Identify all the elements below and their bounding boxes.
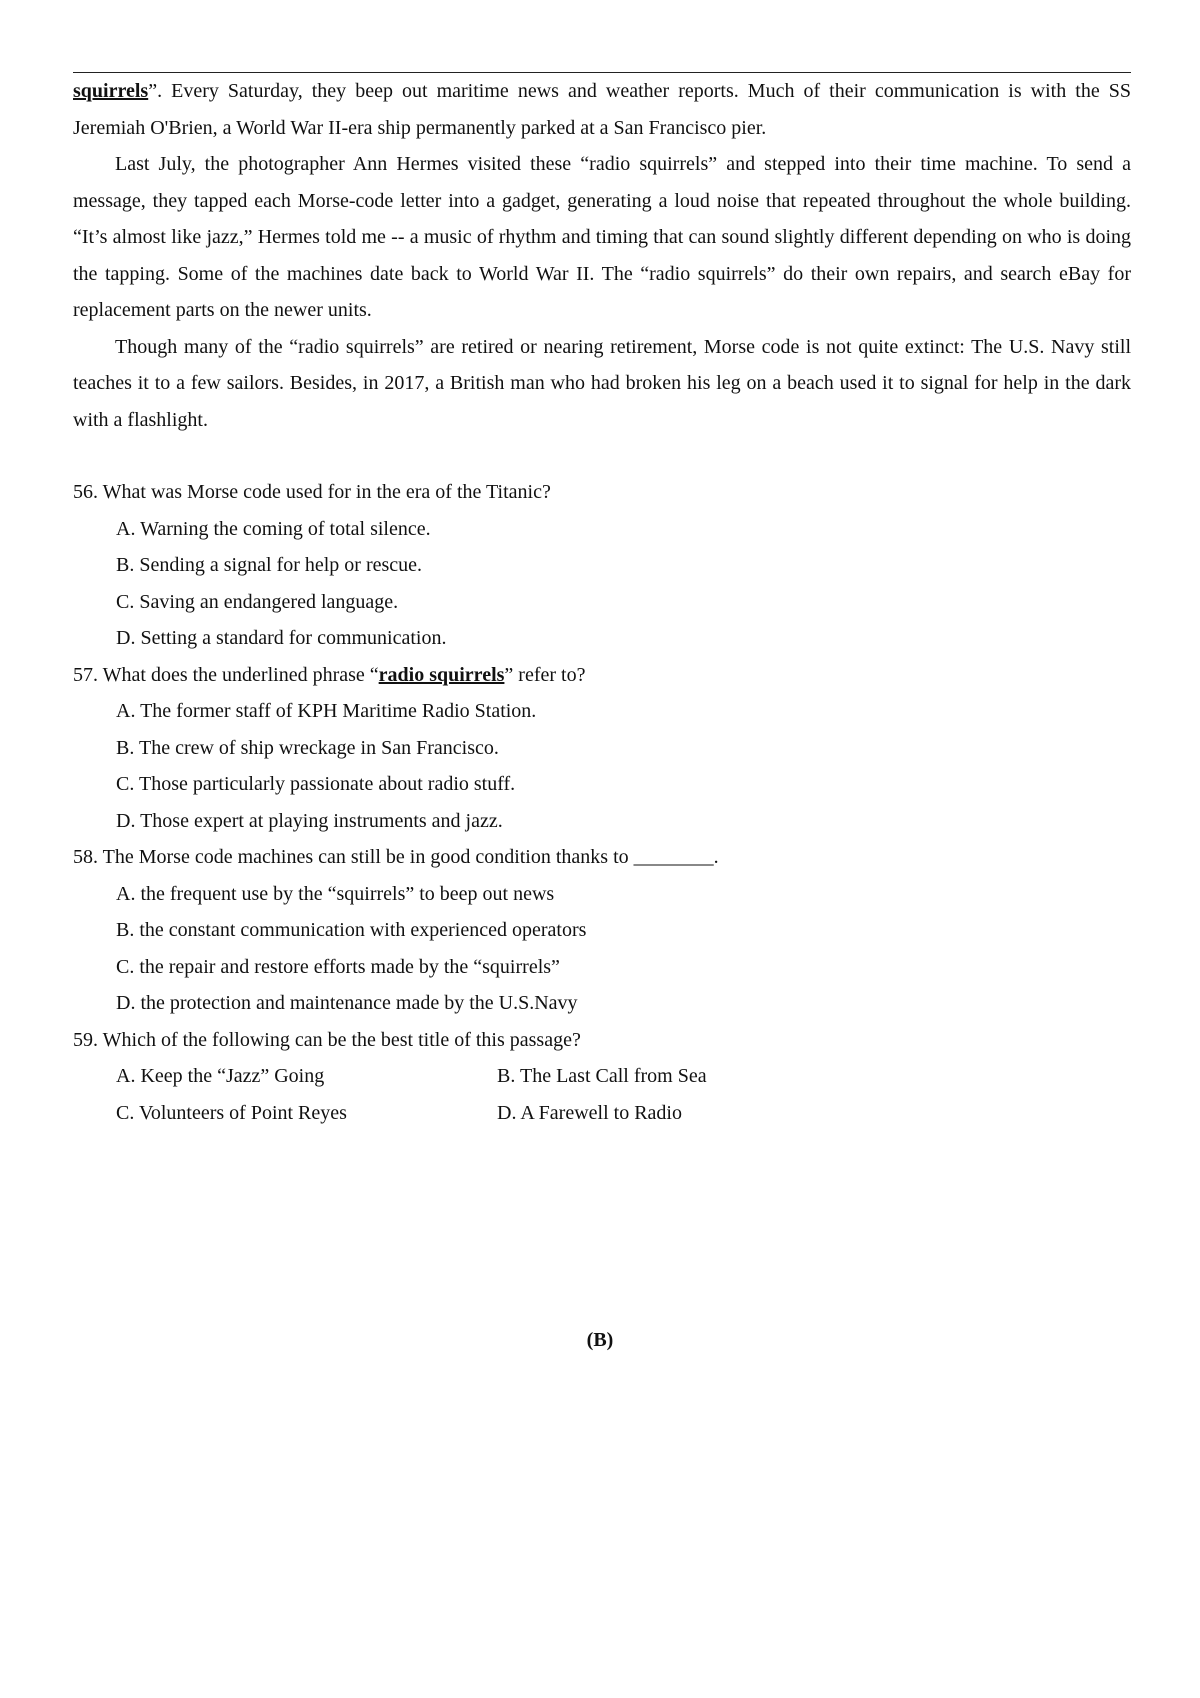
- question-59: [73, 1022, 1131, 1132]
- passage-paragraph-1: [73, 73, 1131, 146]
- question-list: [73, 474, 1131, 1131]
- option-d: D. Those expert at playing instruments and jazz.: [116, 809, 503, 832]
- option-c: C. Those particularly passionate about radio stuff.: [116, 773, 516, 795]
- underlined-phrase: radio squirrels: [378, 663, 505, 686]
- option-a: A. Warning the coming of total silence.: [116, 517, 431, 540]
- question-stem: 59. Which of the following can be the best title of this passage?: [73, 1028, 581, 1051]
- option-c: C. Saving an endangered language.: [116, 590, 399, 613]
- question-stem: 58. The Morse code machines can still be in good condition thanks to ________.: [73, 846, 719, 868]
- option-c: C. Volunteers of Point Reyes: [116, 1101, 347, 1124]
- option-d: D. A Farewell to Radio: [497, 1101, 682, 1124]
- paragraph-text: ”. Every Saturday, they beep out maritime news and weather reports. Much of their communication is with the SS Jeremiah O'Brien, a World War II-era ship permanently parked at a San Francisco pier.: [73, 80, 1131, 139]
- stem-text: ” refer to?: [504, 663, 586, 686]
- question-57: [73, 657, 1131, 840]
- question-56: [73, 474, 1131, 657]
- option-row: [116, 1058, 1131, 1095]
- option-d: D. the protection and maintenance made by the U.S.Navy: [116, 992, 578, 1014]
- option-b: B. The crew of ship wreckage in San Francisco.: [116, 736, 499, 759]
- underlined-term: squirrels: [73, 80, 149, 102]
- option-a: A. The former staff of KPH Maritime Radio Station.: [116, 700, 537, 722]
- option-a: A. the frequent use by the “squirrels” to beep out news: [116, 882, 555, 905]
- passage-paragraph-3: Though many of the “radio squirrels” are retired or nearing retirement, Morse code is not quite extinct: The U.S. Navy still teaches it to a few sailors. Besides, in 2017, a British man who had broken his leg on a beach used it to signal for help in the dark with a flashlight.: [73, 335, 1131, 431]
- stem-text: 57. What does the underlined phrase “: [73, 663, 379, 686]
- option-row: [116, 1095, 1131, 1132]
- option-c: C. the repair and restore efforts made by the “squirrels”: [116, 955, 560, 978]
- option-a: A. Keep the “Jazz” Going: [116, 1065, 325, 1087]
- question-stem: [73, 657, 1131, 694]
- question-stem: 56. What was Morse code used for in the era of the Titanic?: [73, 481, 551, 503]
- option-b: B. the constant communication with experienced operators: [116, 919, 587, 941]
- question-58: [73, 839, 1131, 1022]
- section-label: (B): [586, 1329, 614, 1351]
- reading-passage: [73, 73, 1131, 438]
- option-d: D. Setting a standard for communication.: [116, 627, 447, 649]
- passage-paragraph-2: Last July, the photographer Ann Hermes visited these “radio squirrels” and stepped into their time machine. To send a message, they tapped each Morse-code letter into a gadget, generating a loud noise that repeated throughout the whole building. “It’s almost like jazz,” Hermes told me -- a music of rhythm and timing that can sound slightly different depending on who is doing the tapping. Some of the machines date back to World War II. The “radio squirrels” do their own repairs, and search eBay for replacement parts on the newer units.: [73, 153, 1131, 321]
- option-b: B. Sending a signal for help or rescue.: [116, 554, 423, 576]
- option-b: B. The Last Call from Sea: [497, 1065, 707, 1087]
